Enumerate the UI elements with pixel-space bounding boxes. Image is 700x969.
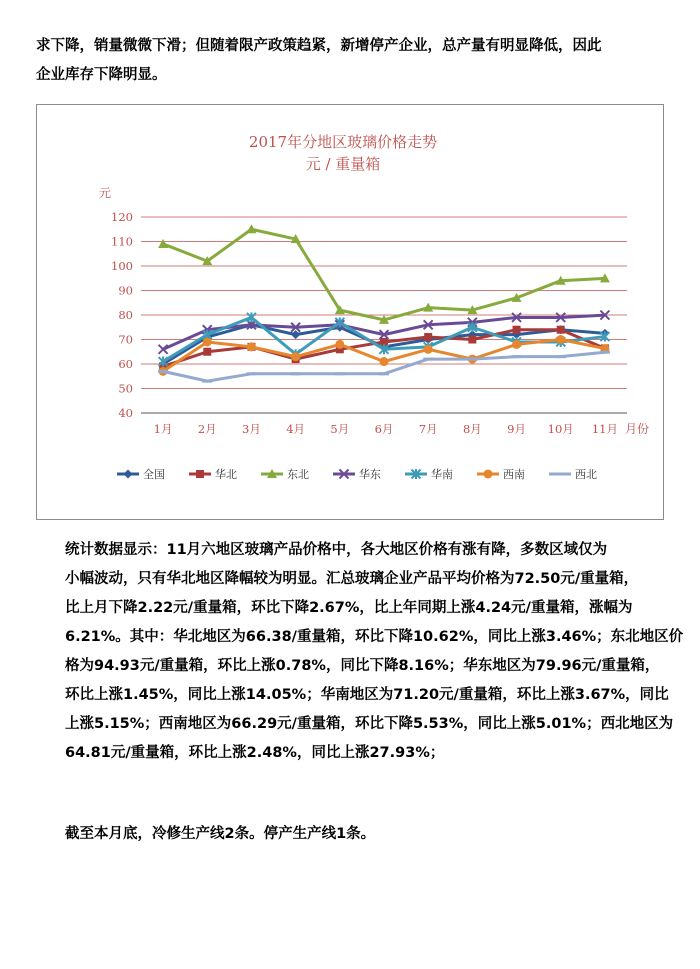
legend-label: 华北 (215, 468, 237, 481)
y-tick-label: 60 (118, 357, 133, 371)
data-point-marker (202, 380, 212, 383)
data-point-marker (335, 372, 345, 375)
data-point-marker (512, 355, 522, 358)
data-point-marker (124, 470, 133, 479)
series-line (163, 229, 605, 320)
data-point-marker (600, 351, 610, 354)
price-trend-chart (36, 104, 664, 520)
legend-item (405, 467, 453, 481)
legend-item (261, 468, 309, 481)
paragraph-intro (36, 32, 664, 90)
chart-title: 2017年分地区玻璃价格走势 (248, 133, 438, 151)
data-point-marker (380, 357, 389, 366)
data-point-marker (335, 340, 344, 349)
x-axis-label: 月份 (625, 422, 650, 436)
data-point-marker (246, 372, 256, 375)
x-tick-label: 7月 (418, 422, 438, 436)
text-line: 64.81元/重量箱，环比上涨2.48%，同比上涨27.93%； (65, 745, 445, 761)
chart-canvas (37, 105, 663, 519)
y-tick-label: 110 (111, 234, 133, 249)
x-tick-label: 4月 (286, 422, 306, 436)
legend-label: 西北 (575, 468, 597, 481)
legend-item (189, 467, 237, 481)
text-line: 比上月下降2.22元/重量箱，环比下降2.67%，比上年同期上涨4.24元/重量箱，涨幅为 (65, 600, 633, 616)
legend-label: 华南 (431, 468, 453, 481)
series-2 (158, 224, 610, 324)
chart-subtitle: 元 / 重量箱 (305, 155, 381, 173)
data-point-marker (379, 372, 389, 375)
text-line: 环比上涨1.45%，同比上涨14.05%；华南地区为71.20元/重量箱，环比上涨3.67%，同比 (65, 687, 669, 703)
data-point-marker (247, 342, 256, 351)
data-point-marker (556, 355, 566, 358)
x-tick-label: 6月 (374, 422, 394, 436)
text-line: 小幅波动，只有华北地区降幅较为明显。汇总玻璃企业产品平均价格为72.50元/重量箱， (65, 571, 639, 587)
data-point-marker (468, 336, 476, 344)
x-tick-label: 3月 (242, 422, 261, 436)
legend-item (117, 467, 165, 481)
text-line: 格为94.93元/重量箱，环比上涨0.78%，同比下降8.16%；华东地区为79.96元/重量箱， (65, 658, 660, 674)
series-line (163, 352, 605, 381)
series-6 (158, 351, 610, 383)
x-tick-label: 1月 (153, 422, 173, 436)
legend-item (549, 468, 597, 481)
data-point-marker (291, 352, 300, 361)
data-point-marker (512, 340, 521, 349)
data-point-marker (424, 345, 433, 354)
text-line: 截至本月底，冷修生产线2条。停产生产线1条。 (65, 826, 376, 842)
text-line: 企业库存下降明显。 (36, 67, 167, 83)
y-tick-label: 70 (118, 332, 133, 347)
data-point-marker (556, 335, 565, 344)
legend-label: 华东 (359, 468, 381, 481)
data-point-marker (513, 326, 521, 334)
data-point-marker (203, 337, 212, 346)
legend-label: 全国 (143, 468, 165, 481)
y-tick-label: 40 (118, 406, 133, 420)
text-line: 6.21%。其中：华北地区为66.38/重量箱，环比下降10.62%，同比上涨3.46%；东北地区价 (65, 629, 684, 645)
x-tick-label: 8月 (462, 422, 482, 436)
data-point-marker (557, 326, 565, 334)
x-tick-label: 5月 (330, 422, 350, 436)
y-tick-label: 80 (118, 308, 133, 322)
y-tick-label: 50 (118, 381, 133, 396)
y-tick-label: 90 (118, 283, 133, 298)
x-tick-label: 10月 (547, 422, 574, 436)
legend-item (333, 467, 381, 481)
text-line: 上涨5.15%；西南地区为66.29元/重量箱，环比下降5.53%，同比上涨5.01%；西北地区为 (65, 716, 674, 732)
text-line: 统计数据显示：11月六地区玻璃产品价格中，各大地区价格有涨有降，多数区域仅为 (65, 542, 608, 558)
data-point-marker (196, 470, 204, 478)
data-point-marker (467, 358, 477, 361)
data-point-marker (555, 473, 565, 476)
paragraph-statistics (36, 536, 684, 768)
x-tick-label: 11月 (591, 422, 618, 436)
text-line: 求下降，销量微微下滑；但随着限产政策趋紧，新增停产企业，总产量有明显降低，因此 (36, 38, 602, 54)
data-point-marker (203, 348, 211, 356)
x-tick-label: 9月 (507, 422, 526, 436)
y-tick-label: 120 (111, 210, 133, 224)
data-point-marker (291, 372, 301, 375)
paragraph-production-lines (36, 820, 664, 849)
data-point-marker (484, 470, 493, 479)
legend-label: 西南 (503, 468, 525, 481)
data-point-marker (424, 333, 432, 341)
x-tick-label: 2月 (197, 422, 217, 436)
data-point-marker (423, 358, 433, 361)
data-point-marker (158, 370, 168, 373)
y-axis-label: 元 (99, 186, 112, 200)
legend-item (477, 468, 525, 481)
y-tick-label: 100 (111, 259, 133, 273)
data-point-marker (158, 239, 168, 248)
legend-label: 东北 (287, 468, 309, 481)
